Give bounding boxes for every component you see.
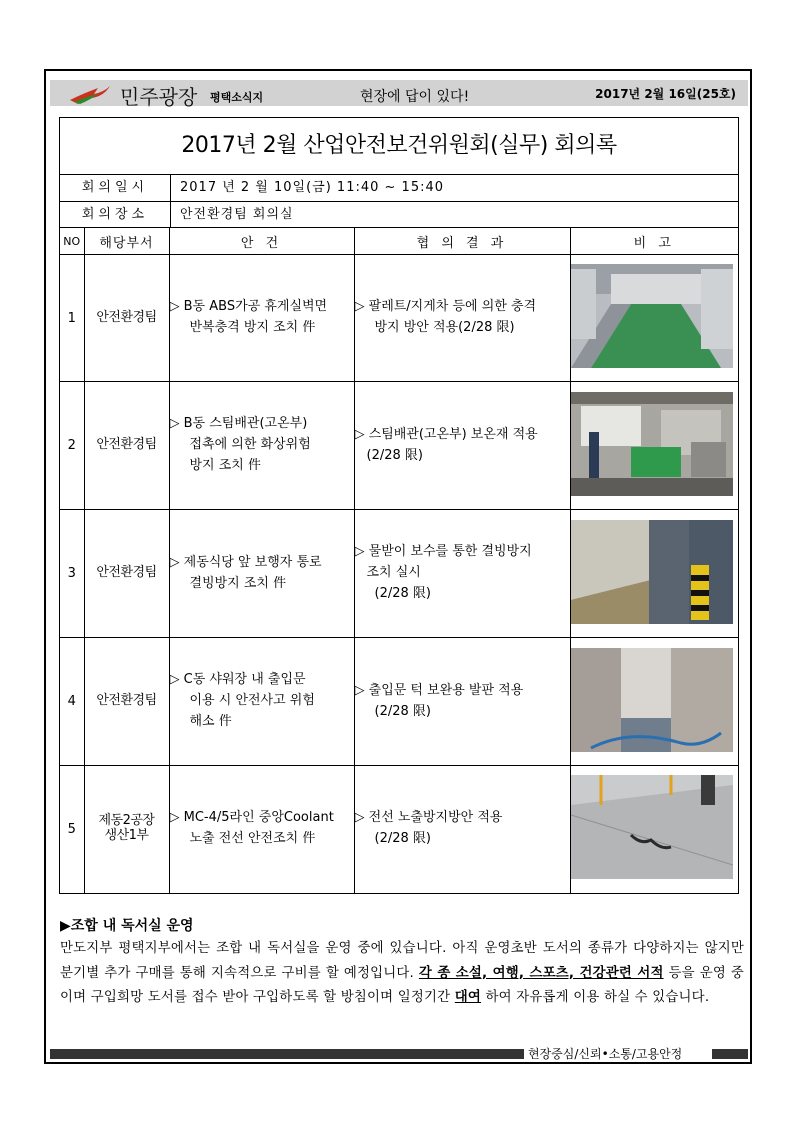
row-agenda bbox=[169, 382, 354, 510]
agenda-line: ▷ B동 스팀배관(고온부) bbox=[169, 416, 308, 432]
row-number: 2 bbox=[60, 382, 84, 510]
place-label: 회의장소 bbox=[60, 202, 171, 227]
section-paragraph bbox=[60, 937, 744, 1011]
factory-floor-photo bbox=[571, 264, 733, 368]
logo-bird-icon bbox=[68, 82, 112, 106]
result-line: ▷ 스팀배관(고온부) 보온재 적용 bbox=[354, 426, 538, 442]
row-photo-cell bbox=[570, 382, 738, 510]
result-line: (2/28 限) bbox=[366, 447, 423, 463]
row-number: 1 bbox=[60, 255, 84, 382]
header-slogan: 현장에 답이 있다! bbox=[360, 89, 470, 105]
section-heading: ▶조합 내 독서실 운영 bbox=[60, 918, 194, 934]
column-header: 안 건 bbox=[169, 228, 354, 255]
agenda-line: ▷ B동 ABS가공 휴게실벽면 bbox=[169, 299, 328, 315]
row-result bbox=[354, 382, 570, 510]
row-department bbox=[84, 510, 169, 638]
shower-door-photo bbox=[571, 648, 733, 752]
row-number: 5 bbox=[60, 766, 84, 893]
row-department bbox=[84, 382, 169, 510]
table-header-row bbox=[60, 228, 738, 255]
result-line: 방지 방안 적용(2/28 限) bbox=[374, 320, 515, 335]
agenda-line: ▷ MC-4/5라인 중앙Coolant bbox=[169, 810, 334, 826]
meeting-minutes bbox=[59, 117, 739, 894]
paragraph-highlight: 대여 bbox=[454, 990, 482, 1005]
result-line: 조치 실시 bbox=[366, 565, 421, 581]
row-agenda bbox=[169, 255, 354, 382]
footer-bar bbox=[712, 1049, 748, 1059]
logo-text: 민주광장 bbox=[120, 85, 198, 109]
issue-date: 2017년 2월 16일(25호) bbox=[595, 87, 736, 101]
dept-line: 안전환경팀 bbox=[96, 309, 157, 325]
agenda-line: 노출 전선 안전조치 件 bbox=[189, 831, 316, 847]
table-row bbox=[60, 255, 738, 382]
result-line: ▷ 물받이 보수를 통한 결빙방지 bbox=[354, 544, 532, 560]
row-photo-cell bbox=[570, 510, 738, 638]
row-department bbox=[84, 638, 169, 766]
agenda-line: 이용 시 안전사고 위험 bbox=[189, 693, 315, 709]
footer-bar bbox=[50, 1049, 524, 1059]
dept-line: 안전환경팀 bbox=[96, 565, 157, 581]
agenda-line: ▷ 제동식당 앞 보행자 통로 bbox=[169, 554, 322, 570]
row-number: 4 bbox=[60, 638, 84, 766]
dept-line: 제동2공장 bbox=[98, 813, 155, 829]
row-photo-cell bbox=[570, 638, 738, 766]
result-line: (2/28 限) bbox=[374, 585, 431, 601]
column-header: 해당부서 bbox=[84, 228, 169, 255]
paragraph-text: 하여 자유롭게 이용 하실 수 있습니다. bbox=[481, 990, 710, 1005]
footer-motto: 현장중심/신뢰•소통/고용안정 bbox=[528, 1047, 683, 1061]
row-department bbox=[84, 766, 169, 893]
row-result bbox=[354, 766, 570, 893]
column-header: 협 의 결 과 bbox=[354, 228, 570, 255]
row-number: 3 bbox=[60, 510, 84, 638]
exposed-cable-photo bbox=[571, 775, 733, 879]
result-line: (2/28 限) bbox=[374, 703, 431, 719]
dept-line: 안전환경팀 bbox=[96, 437, 157, 453]
row-result bbox=[354, 510, 570, 638]
dept-line: 생산1부 bbox=[104, 828, 149, 844]
date-label: 회의일시 bbox=[60, 175, 171, 201]
table-row bbox=[60, 638, 738, 766]
table-row bbox=[60, 766, 738, 893]
row-photo-cell bbox=[570, 255, 738, 382]
column-header: 비 고 bbox=[570, 228, 738, 255]
minutes-title: 2017년 2월 산업안전보건위원회(실무) 회의록 bbox=[60, 118, 738, 175]
row-department bbox=[84, 255, 169, 382]
row-agenda bbox=[169, 638, 354, 766]
agenda-line: ▷ C동 샤워장 내 출입문 bbox=[169, 672, 306, 688]
result-line: ▷ 팔레트/지게차 등에 의한 충격 bbox=[354, 299, 537, 315]
paragraph-text: 등을 운영 중이며 구입희망 도서를 접수 받아 구입하도록 할 방침이며 일정기간 bbox=[60, 965, 744, 1005]
agenda-line: 해소 件 bbox=[189, 713, 232, 729]
agenda-line: 반복충격 방지 조치 件 bbox=[189, 320, 316, 335]
steam-pipe-photo bbox=[571, 392, 733, 496]
row-photo-cell bbox=[570, 766, 738, 893]
row-agenda bbox=[169, 510, 354, 638]
agenda-table bbox=[60, 228, 738, 893]
table-row bbox=[60, 510, 738, 638]
agenda-line: 방지 조치 件 bbox=[189, 457, 261, 473]
agenda-line: 접촉에 의한 화상위험 bbox=[189, 437, 311, 453]
row-agenda bbox=[169, 766, 354, 893]
meeting-place-row bbox=[60, 202, 738, 228]
row-result bbox=[354, 255, 570, 382]
paragraph-highlight: 각 종 소설, 여행, 스포츠, 건강관련 서적 bbox=[418, 965, 664, 981]
meeting-date-row bbox=[60, 175, 738, 202]
paragraph-text: 만도지부 평택지부에서는 조합 내 독서실을 운영 중에 있습니다. 아직 운영초반 도서의 종류가 다양하지는 않지만 분기별 추가 구매를 통해 지속적으로 구비를 할 예정입니다. bbox=[60, 941, 744, 981]
column-header: NO bbox=[60, 228, 84, 255]
result-line: (2/28 限) bbox=[374, 831, 431, 847]
result-line: ▷ 출입문 턱 보완용 발판 적용 bbox=[354, 682, 524, 698]
place-value: 안전환경팀 회의실 bbox=[180, 207, 294, 222]
row-result bbox=[354, 638, 570, 766]
result-line: ▷ 전선 노출방지방안 적용 bbox=[354, 810, 503, 826]
newsletter-header bbox=[50, 80, 748, 109]
dept-line: 안전환경팀 bbox=[96, 693, 157, 709]
agenda-line: 결빙방지 조치 件 bbox=[189, 575, 287, 591]
logo-subtitle: 평택소식지 bbox=[210, 91, 264, 104]
table-row bbox=[60, 382, 738, 510]
walkway-photo bbox=[571, 520, 733, 624]
date-value: 2017 년 2 월 10일(금) 11:40 ~ 15:40 bbox=[180, 180, 445, 195]
